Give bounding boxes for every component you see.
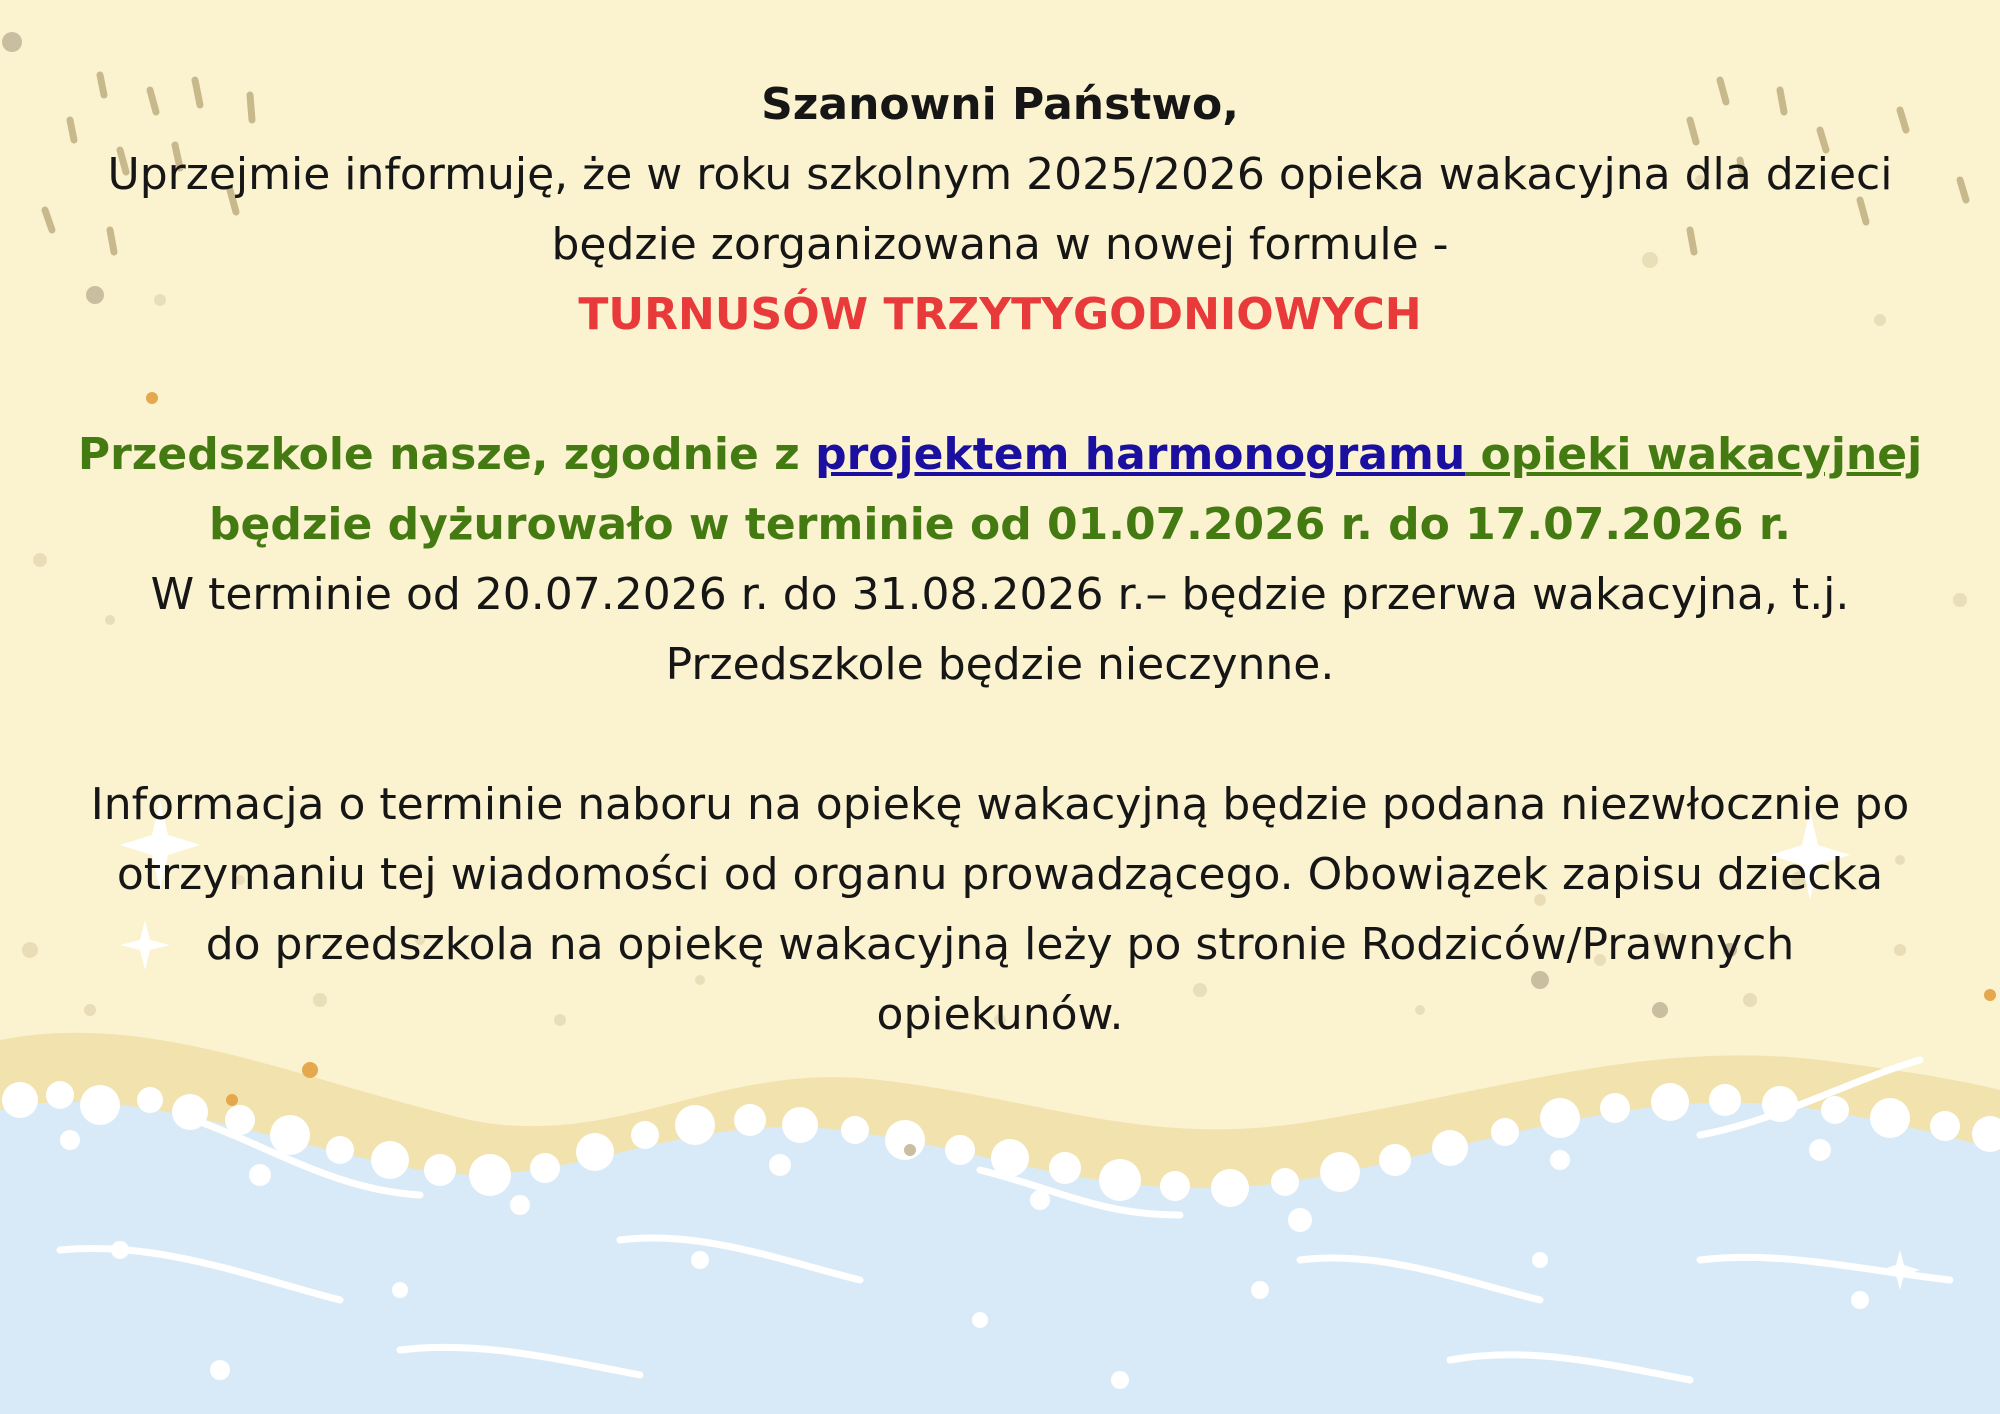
spacer <box>40 350 1960 420</box>
harmonogram-link[interactable]: projektem harmonogramu <box>815 429 1466 480</box>
greeting: Szanowni Państwo, <box>761 79 1239 130</box>
info-line-2: otrzymaniu tej wiadomości od organu prowadzącego. Obowiązek zapisu dziecka <box>116 849 1884 900</box>
intro-line-1: Uprzejmie informuję, że w roku szkolnym 2025/2026 opieka wakacyjna dla dzieci <box>107 149 1893 200</box>
break-line-1: W terminie od 20.07.2026 r. do 31.08.2026 r.– będzie przerwa wakacyjna, t.j. <box>150 569 1850 620</box>
duty-link-rest: opieki wakacyjnej <box>1465 429 1923 480</box>
duty-line-1 <box>40 420 1960 490</box>
duty-prefix: Przedszkole nasze, zgodnie z <box>77 429 816 480</box>
info-line-1: Informacja o terminie naboru na opiekę wakacyjną będzie podana niezwłocznie po <box>90 779 1910 830</box>
break-line-2: Przedszkole będzie nieczynne. <box>665 639 1335 690</box>
turnus-highlight: TURNUSÓW TRZYTYGODNIOWYCH <box>578 289 1422 340</box>
info-line-3: do przedszkola na opiekę wakacyjną leży po stronie Rodziców/Prawnych <box>205 919 1795 970</box>
duty-line-2: będzie dyżurowało w terminie od 01.07.2026 r. do 17.07.2026 r. <box>208 499 1791 550</box>
intro-line-2: będzie zorganizowana w nowej formule - <box>551 219 1449 270</box>
notice-text <box>40 70 1960 1050</box>
info-line-4: opiekunów. <box>876 989 1124 1040</box>
spacer <box>40 700 1960 770</box>
